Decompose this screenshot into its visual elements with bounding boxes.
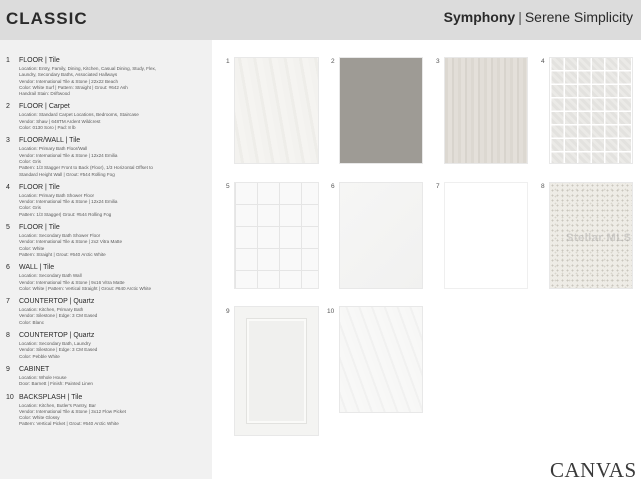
spec-number: 1 [6,57,10,64]
canvas-logo: CANVAS [550,458,637,479]
collection-name: Symphony [443,9,516,25]
spec-heading [6,223,212,233]
spec-detail: Vendor: International Tile & Stone | 2x2 Vitra Matte [19,239,122,245]
swatch-number: 9 [226,308,230,315]
spec-detail: Location: Kitchen, Primary Bath [19,307,84,313]
spec-title: FLOOR | Carpet [19,103,70,111]
swatch-2-carpet [339,57,423,164]
spec-detail: Color: White Glossy [19,415,60,421]
swatch-9-cabinet-door [234,306,319,436]
spec-number: 6 [6,264,10,272]
spec-item [6,263,212,292]
spec-detail: Vendor: Silestone | Edge: 3 CM Eased [19,347,98,353]
title-separator: | [518,9,522,25]
spec-detail: Pattern: Vertical Picket | Grout: #640 Arctic White [19,421,119,427]
swatch-4-shower-floor-tile [549,57,633,164]
spec-title: CABINET [19,365,50,373]
cabinet-panel [247,319,306,423]
swatch-7-quartz-blanc [444,182,528,289]
spec-detail: Color: White Surf | Pattern: Straight | Grout: #642 Ash [19,84,128,90]
spec-number: 8 [6,332,10,340]
spec-item [6,365,212,388]
spec-item [6,393,212,428]
swatch-10-backsplash [339,306,423,413]
spec-detail: Vendor: International Tile & Stone | 22x22 Beach [19,78,119,84]
spec-heading [6,102,212,112]
swatch-number: 8 [541,183,545,190]
spec-detail: Location: Secondary Bath Wall [19,273,82,279]
spec-heading [6,297,212,307]
spec-detail: Door: Barnett | Finish: Painted Linen [19,381,93,387]
spec-list [0,40,212,479]
spec-number: 2 [6,103,10,111]
spec-detail: Color: Gris [19,158,41,164]
swatch-number: 3 [436,58,440,65]
spec-detail: Location: Whole House [19,374,67,380]
spec-item [6,331,212,360]
collection-title [444,9,633,25]
spec-number: 10 [6,393,14,401]
spec-heading [6,263,212,273]
spec-detail: Color: White [19,245,45,251]
spec-title: COUNTERTOP | Quartz [19,298,95,306]
spec-number: 7 [6,298,10,306]
spec-heading [6,393,212,403]
spec-detail: Location: Secondary Bath Shower Floor [19,233,101,239]
spec-detail: Vendor: Shaw | 648TM Ardent Wildcrest [19,118,101,124]
spec-item [6,183,212,218]
spec-detail: Vendor: International Tile & Stone | 9x16 Vitra Matte [19,279,125,285]
spec-item [6,56,212,97]
spec-detail: Color: Blanc [19,319,45,325]
spec-title: FLOOR | Tile [19,57,60,64]
spec-heading [6,365,212,375]
spec-detail: Pattern: 1/3 Stagger Front to Back (Floor), 1/3 Horizontal Offset to [19,165,153,171]
spec-heading [6,56,212,66]
spec-number: 5 [6,224,10,232]
spec-detail: Location: Kitchen, Butler's Pantry, Bar [19,402,96,408]
spec-item [6,136,212,177]
swatch-number: 2 [331,58,335,65]
spec-title: FLOOR | Tile [19,224,60,232]
spec-number: 9 [6,365,10,373]
spec-number: 3 [6,137,10,145]
spec-detail: Color: 0130 Soro | Pad: 8 lb [19,125,76,131]
spec-item [6,102,212,131]
spec-heading [6,331,212,341]
spec-detail: Location: Secondary Bath, Laundry [19,341,91,347]
spec-detail: Location: Standard Carpet Locations, Bedrooms, Staircase [19,112,139,118]
watermark: Stellar MLS [566,232,632,244]
swatch-5-vitra-mosaic [234,182,319,289]
spec-title: BACKSPLASH | Tile [19,393,83,401]
spec-number: 4 [6,183,10,191]
spec-detail: Handrail Stain: Driftwood [19,91,70,97]
swatch-number: 5 [226,183,230,190]
spec-detail: Vendor: Silestone | Edge: 3 CM Eased [19,313,98,319]
brand-title: CLASSIC [6,9,88,28]
swatch-number: 6 [331,183,335,190]
spec-detail: Color: Gris [19,205,41,211]
spec-item [6,297,212,326]
swatch-6-wall-tile [339,182,423,289]
spec-detail: Vendor: International Tile & Stone | 12x24 Emilia [19,152,118,158]
swatch-1-floor-tile [234,57,319,164]
spec-detail: Location: Primary Bath Floor/Wall [19,146,88,152]
spec-heading [6,136,212,146]
swatch-grid [212,40,641,479]
spec-title: COUNTERTOP | Quartz [19,332,95,340]
spec-title: FLOOR/WALL | Tile [19,137,81,145]
spec-detail: Location: Entry, Family, Dining, Kitchen, Casual Dining, Study, Flex, [19,66,157,71]
spec-detail: Location: Primary Bath Shower Floor [19,192,95,198]
spec-detail: Vendor: International Tile & Stone | 12x24 Emilia [19,199,118,205]
spec-detail: Color: White | Pattern: Vertical Straight | Grout: #640 Arctic White [19,285,152,291]
spec-detail: Color: Pebble White [19,353,60,359]
swatch-number: 1 [226,58,230,65]
spec-item [6,223,212,258]
swatch-number: 4 [541,58,545,65]
swatch-number: 10 [327,308,335,315]
spec-detail: Vendor: International Tile & Stone | 3x12 Flow Picket [19,408,126,414]
spec-detail: Pattern: 1/3 Stagger| Grout: #544 Rolling Fog [19,211,112,217]
spec-title: FLOOR | Tile [19,183,60,191]
spec-heading [6,183,212,193]
spec-title: WALL | Tile [19,264,55,272]
collection-subtitle: Serene Simplicity [524,9,633,25]
header-bar [0,0,641,40]
swatch-3-emilia-tile [444,57,528,164]
swatch-number: 7 [436,183,440,190]
spec-detail: Laundry, Secondary Baths, Associated Hallways [19,72,118,78]
spec-detail: Standard Height Wall | Grout: #544 Rolling Fog [19,171,115,177]
spec-detail: Pattern: Straight | Grout: #640 Arctic White [19,251,106,257]
